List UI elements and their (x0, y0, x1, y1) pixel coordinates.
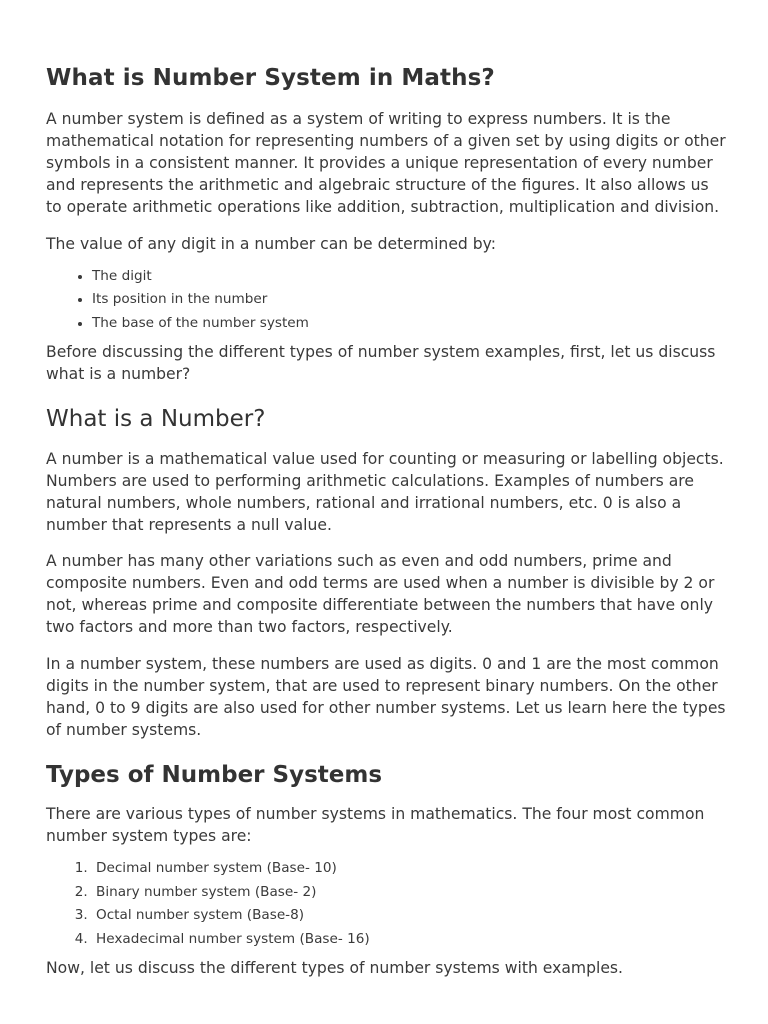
paragraph-digits: In a number system, these numbers are used as digits. 0 and 1 are the most common digits in the number system, that are used to represent binary numbers. On the other hand, 0 to 9 digits are also used for other number systems. Let us learn here the types of number systems. (46, 654, 726, 739)
list-item: • The base of the number system (92, 312, 726, 336)
paragraph-types-intro: There are various types of number systems in mathematics. The four most common number system types are: (46, 805, 705, 845)
paragraph-before-discussing: Before discussing the different types of number system examples, first, let us discuss what is a number? (46, 343, 716, 383)
paragraph-number-definition: A number is a mathematical value used for counting or measuring or labelling objects. Numbers are used to performing arithmetic calculations. Examples of numbers are natural numbers, whole numbers, rational and irrational numbers, etc. 0 is also a number that represents a null value. (46, 449, 724, 534)
bullet-list-digit-factors (46, 265, 726, 336)
list-item: 3. Octal number system (Base-8) (92, 904, 726, 928)
paragraph-digit-value: The value of any digit in a number can be determined by: (46, 234, 497, 253)
list-item: • Its position in the number (92, 288, 726, 312)
paragraph-now-discuss: Now, let us discuss the different types of number systems with examples. (46, 959, 623, 977)
list-item: • The digit (92, 265, 726, 289)
list-item: 4. Hexadecimal number system (Base- 16) (92, 928, 726, 952)
list-item: 1. Decimal number system (Base- 10) (92, 857, 726, 881)
paragraph-definition: A number system is defined as a system of writing to express numbers. It is the mathematical notation for representing numbers of a given set by using digits or other symbols in a consistent manner. It provides a unique representation of every number and represents the arithmetic and algebraic structure of the figures. It also allows us to operate arithmetic operations like addition, subtraction, multiplication and division. (46, 110, 726, 216)
heading-what-is-number: What is a Number? (46, 405, 266, 432)
list-item: 2. Binary number system (Base- 2) (92, 881, 726, 905)
paragraph-number-variations: A number has many other variations such as even and odd numbers, prime and composite numbers. Even and odd terms are used when a number is divisible by 2 or not, whereas prime and composite differentiate between the numbers that have only two factors and more than two factors, respectively. (46, 552, 715, 636)
numbered-list-types (46, 857, 726, 951)
heading-number-system: What is Number System in Maths? (46, 65, 495, 91)
heading-types: Types of Number Systems (46, 762, 383, 788)
article (46, 58, 726, 994)
